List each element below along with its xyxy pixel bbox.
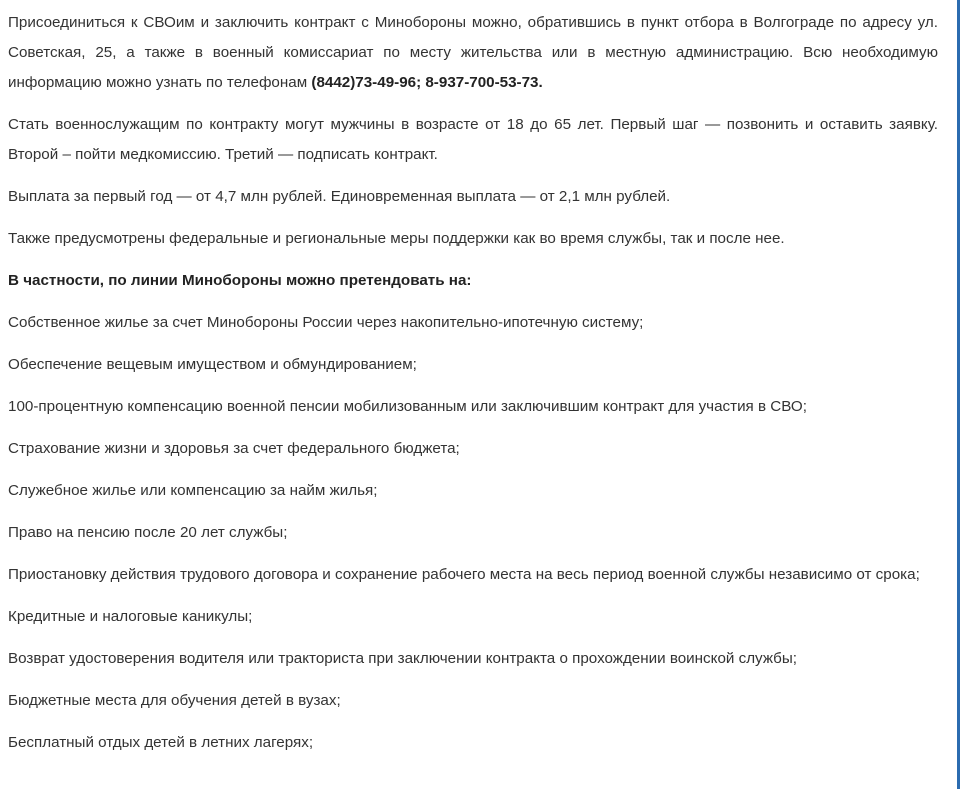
contact-phones: (8442)73-49-96; 8-937-700-53-73. <box>311 74 543 91</box>
payments-paragraph: Выплата за первый год — от 4,7 млн рублей. Единовременная выплата — от 2,1 млн рублей. <box>8 188 671 205</box>
benefits-heading-text: В частности, по линии Минобороны можно претендовать на: <box>8 272 472 289</box>
benefit-item: Собственное жилье за счет Минобороны России через накопительно-ипотечную систему; <box>8 314 644 331</box>
benefit-item: Приостановку действия трудового договора и сохранение рабочего места на весь период военной службы независимо от срока; <box>8 566 920 583</box>
article-body <box>8 8 938 770</box>
benefit-item: Бесплатный отдых детей в летних лагерях; <box>8 734 314 751</box>
support-paragraph: Также предусмотрены федеральные и региональные меры поддержки как во время службы, так и после нее. <box>8 230 785 247</box>
benefit-item: 100-процентную компенсацию военной пенсии мобилизованным или заключившим контракт для участия в СВО; <box>8 398 807 415</box>
benefit-item: Кредитные и налоговые каникулы; <box>8 608 253 625</box>
benefit-item: Служебное жилье или компенсацию за найм жилья; <box>8 482 378 499</box>
intro-paragraph <box>8 8 938 98</box>
benefit-item: Право на пенсию после 20 лет службы; <box>8 524 288 541</box>
intro-text: Присоединиться к СВОим и заключить контракт с Минобороны можно, обратившись в пункт отбора в Волгограде по адресу ул. Советская, 25, а также в военный комиссариат по месту жительства или в местную администрацию. Всю необходимую информацию можно узнать по телефонам <box>8 14 938 91</box>
benefit-item: Обеспечение вещевым имуществом и обмундированием; <box>8 356 417 373</box>
benefit-item: Бюджетные места для обучения детей в вузах; <box>8 692 341 709</box>
benefit-item: Возврат удостоверения водителя или тракториста при заключении контракта о прохождении воинской службы; <box>8 650 797 667</box>
benefits-heading <box>8 266 938 296</box>
benefit-item: Страхование жизни и здоровья за счет федерального бюджета; <box>8 440 460 457</box>
requirements-paragraph: Стать военнослужащим по контракту могут мужчины в возрасте от 18 до 65 лет. Первый шаг — позвонить и оставить заявку. Второй – пойти медкомиссию. Третий — подписать контракт. <box>8 116 938 163</box>
